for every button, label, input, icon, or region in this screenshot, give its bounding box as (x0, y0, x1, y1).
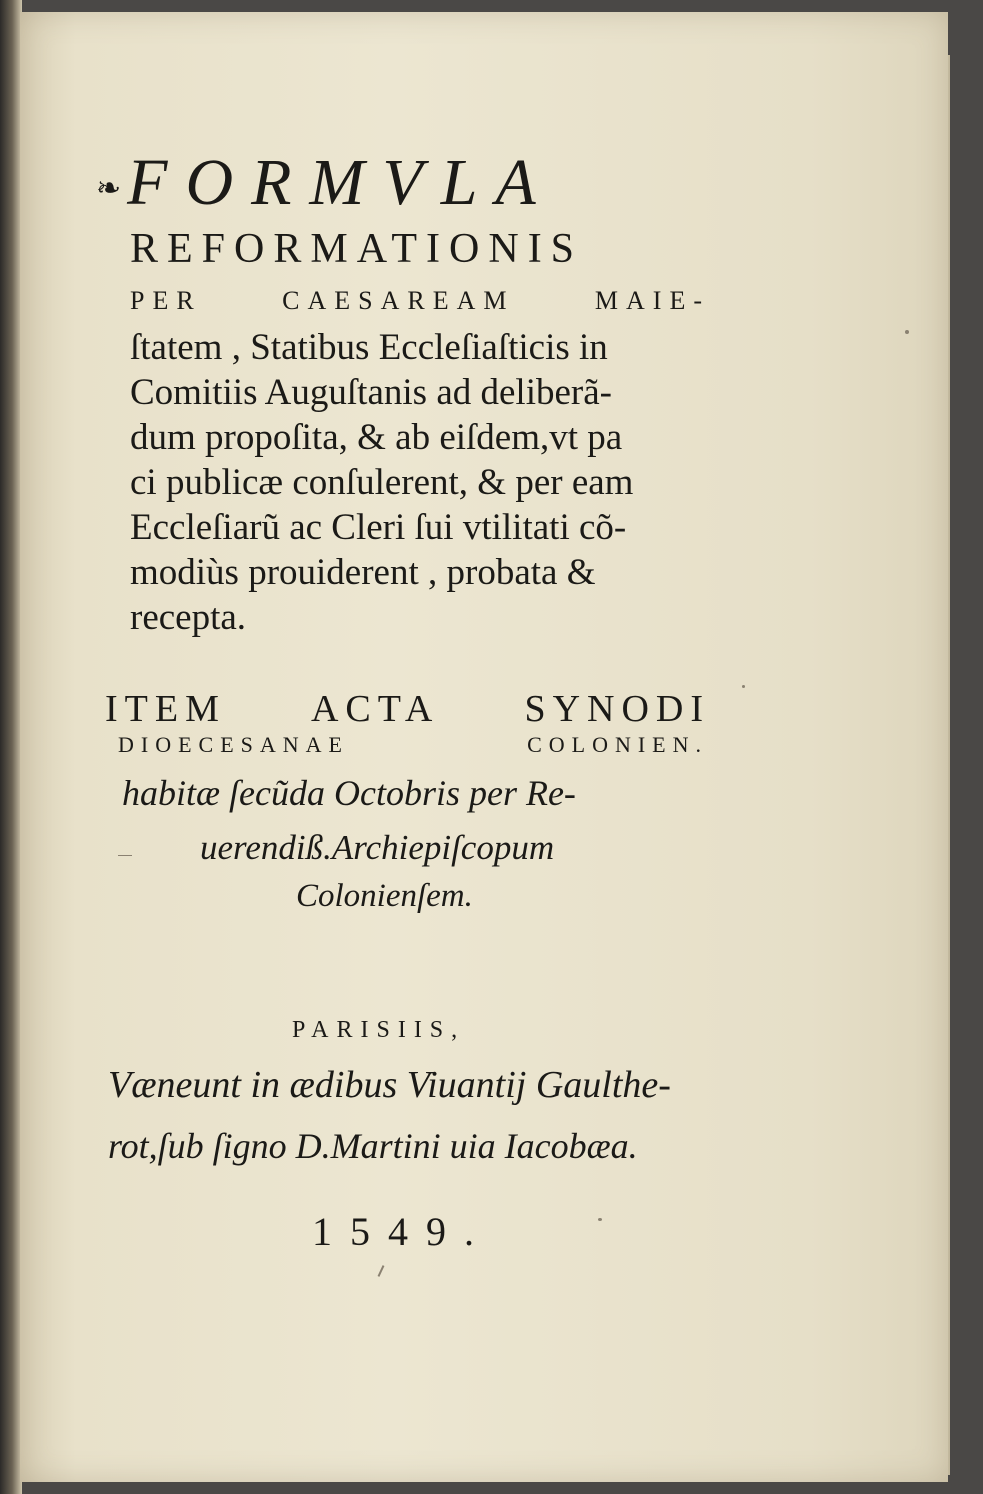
fleuron-ornament: ❧ (96, 171, 122, 205)
item-word-colonien: COLONIEN. (527, 732, 708, 757)
imprint-line-1: Væneunt in ædibus Viuantij Gaulthe- (108, 1064, 671, 1106)
imprint-line-2: rot,ſub ſigno D.Martini uia Iacobæa. (108, 1126, 638, 1166)
title-formula (96, 146, 554, 219)
title-word-maie: MAIE- (594, 286, 710, 315)
title-formula-text: FORMVLA (127, 146, 554, 219)
paper-speck (742, 685, 745, 688)
paper-speck (598, 1218, 602, 1221)
item-word-item: ITEM (105, 688, 226, 730)
item-coloniensem: Colonienſem. (296, 878, 473, 914)
body-line: Comitiis Auguſtanis ad deliberã- (130, 372, 612, 413)
imprint-place: PARISIIS, (292, 1017, 466, 1043)
item-dioecesanae (118, 734, 708, 756)
item-word-synodi: SYNODI (524, 688, 710, 730)
body-line: dum propoſita, & ab eiſdem,vt pa (130, 417, 623, 458)
title-word-per: PER (130, 286, 202, 315)
title-word-caesaream: CAESAREAM (282, 286, 515, 315)
book-spine (0, 0, 22, 1494)
title-body-paragraph (130, 325, 715, 640)
body-line: ſtatem , Statibus Eccleſiaſticis in (130, 327, 608, 368)
title-line-3 (130, 288, 710, 314)
body-line: Eccleſiarũ ac Cleri ſui vtilitati cõ- (130, 507, 627, 548)
body-line: recepta. (130, 597, 247, 638)
item-word-dioecesanae: DIOECESANAE (118, 732, 349, 757)
item-habitae: habitæ ſecũda Octobris per Re- (122, 773, 576, 813)
item-archiepiscopum: uerendiß.Archiepiſcopum (200, 828, 555, 867)
paper-speck (118, 855, 132, 856)
body-line: ci publicæ conſulerent, & per eam (130, 462, 634, 503)
imprint-year: 1549. (312, 1209, 492, 1254)
body-line: modiùs prouiderent , probata & (130, 552, 596, 593)
item-acta-synodi (105, 690, 710, 728)
item-word-acta: ACTA (310, 688, 440, 730)
title-reformationis: REFORMATIONIS (130, 226, 584, 272)
paper-speck (905, 330, 909, 334)
